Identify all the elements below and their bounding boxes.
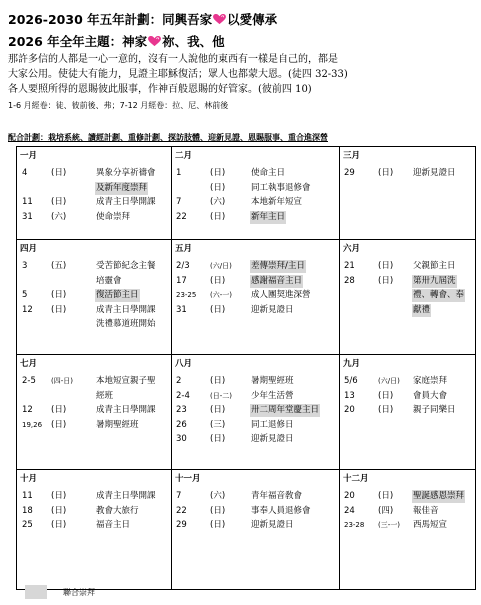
event-row bbox=[17, 318, 171, 331]
month-heading: 十一月 bbox=[175, 474, 201, 484]
event-row bbox=[172, 211, 339, 224]
event-row bbox=[17, 167, 171, 180]
event-row bbox=[172, 196, 339, 209]
event-title: 感謝福音主日 bbox=[251, 275, 303, 286]
theme-main: 2026 年全年主題：神家 bbox=[8, 34, 148, 49]
event-title: 受苦節紀念主餐 bbox=[96, 261, 156, 271]
event-weekday: (日-二) bbox=[210, 391, 232, 400]
page-title bbox=[8, 10, 277, 28]
event-title: 洗禮慕道班開始 bbox=[96, 319, 156, 329]
event-date: 31 bbox=[22, 211, 33, 222]
event-title: 使命崇拜 bbox=[96, 211, 131, 222]
event-row bbox=[172, 167, 339, 180]
event-date: 26 bbox=[176, 419, 187, 430]
event-date: 13 bbox=[344, 390, 355, 401]
heart-icon bbox=[213, 14, 226, 25]
event-date: 7 bbox=[176, 491, 182, 501]
event-row bbox=[340, 505, 475, 518]
event-date: 23 bbox=[176, 405, 187, 415]
event-weekday: (日) bbox=[51, 491, 67, 501]
month-heading: 九月 bbox=[343, 359, 361, 369]
event-title: 經班 bbox=[96, 390, 114, 401]
event-date: 19,26 bbox=[22, 420, 43, 429]
event-date: 29 bbox=[176, 520, 187, 530]
event-row bbox=[17, 196, 171, 209]
event-date: 29 bbox=[344, 168, 355, 178]
event-date: 1 bbox=[176, 168, 182, 178]
month-heading: 一月 bbox=[20, 151, 38, 161]
event-date: 30 bbox=[176, 434, 187, 444]
event-row bbox=[172, 404, 339, 417]
event-weekday: (日) bbox=[210, 520, 226, 530]
legend-label: 聯合崇拜 bbox=[63, 588, 95, 597]
month-heading: 四月 bbox=[20, 244, 38, 254]
theme-tail: 祢、我、他 bbox=[162, 34, 225, 49]
event-title: 迎新見證日 bbox=[251, 434, 294, 444]
event-title: 禮、轉會、奉 bbox=[413, 290, 465, 300]
month-heading: 八月 bbox=[175, 359, 193, 369]
event-date: 2-5 bbox=[22, 376, 36, 386]
event-title: 聖誕感恩崇拜 bbox=[413, 491, 465, 501]
event-date: 11 bbox=[22, 197, 33, 207]
verse-line: 各人要照所得的恩賜彼此服事，作神百般恩賜的好管家。(彼前四 10) bbox=[8, 84, 312, 95]
event-title: 成青主日學開課 bbox=[96, 197, 156, 207]
event-weekday: (日) bbox=[51, 505, 67, 516]
title-main: 2026-2030 年五年計劃：同興吾家 bbox=[8, 12, 213, 27]
event-row bbox=[340, 490, 475, 503]
event-row bbox=[17, 404, 171, 417]
event-title: 成青主日學開課 bbox=[96, 491, 156, 501]
month-cell bbox=[340, 470, 476, 590]
month-heading: 六月 bbox=[343, 244, 361, 254]
event-weekday: (日) bbox=[210, 405, 226, 415]
month-heading: 十二月 bbox=[343, 474, 369, 484]
event-row bbox=[17, 260, 171, 273]
theme-line bbox=[8, 32, 225, 50]
event-row bbox=[172, 390, 339, 403]
event-weekday: (六/日) bbox=[378, 377, 400, 385]
event-title: 福音主日 bbox=[96, 520, 131, 530]
event-date: 20 bbox=[344, 405, 355, 415]
event-title: 本地短宣親子聖 bbox=[96, 376, 156, 386]
event-title: 培靈會 bbox=[96, 275, 122, 286]
event-weekday: (日) bbox=[210, 304, 226, 315]
event-date: 23-25 bbox=[176, 291, 197, 299]
event-date: 18 bbox=[22, 505, 33, 516]
event-row bbox=[17, 304, 171, 317]
event-row bbox=[172, 275, 339, 288]
reading-plan: 1-6 月經卷：徒、彼前後、弗；7-12 月經卷：拉、尼、林前後 bbox=[8, 101, 229, 110]
event-weekday: (日) bbox=[51, 405, 67, 415]
calendar-grid bbox=[16, 146, 476, 590]
event-weekday: (日) bbox=[210, 182, 226, 193]
event-row bbox=[17, 275, 171, 288]
event-row bbox=[340, 167, 475, 180]
event-title: 事奉人員退修會 bbox=[251, 505, 311, 516]
event-weekday: (日) bbox=[378, 405, 394, 415]
event-title: 迎新見證日 bbox=[251, 520, 294, 530]
event-title: 成青主日學開課 bbox=[96, 405, 156, 415]
month-cell bbox=[172, 147, 340, 240]
event-date: 11 bbox=[22, 491, 33, 501]
month-cell bbox=[340, 355, 476, 470]
event-date: 2-4 bbox=[176, 390, 190, 401]
event-row bbox=[17, 289, 171, 302]
event-weekday: (六-一) bbox=[210, 291, 232, 299]
event-row bbox=[17, 505, 171, 518]
event-row bbox=[17, 490, 171, 503]
month-heading: 三月 bbox=[343, 151, 361, 161]
event-weekday: (日) bbox=[378, 261, 394, 271]
title-tail: 以愛傳承 bbox=[227, 12, 278, 27]
month-cell bbox=[340, 240, 476, 355]
event-title: 教會大旅行 bbox=[96, 505, 139, 516]
event-row bbox=[172, 260, 339, 273]
event-title: 迎新見證日 bbox=[413, 168, 456, 178]
event-weekday: (日) bbox=[51, 304, 67, 315]
event-weekday: (六) bbox=[210, 197, 226, 207]
event-title: 同工退修日 bbox=[251, 419, 294, 430]
event-weekday: (六) bbox=[51, 211, 67, 222]
event-date: 2/3 bbox=[176, 261, 190, 271]
event-weekday: (日) bbox=[210, 376, 226, 386]
event-row bbox=[17, 182, 171, 195]
event-date: 20 bbox=[344, 491, 355, 501]
event-row bbox=[172, 490, 339, 503]
event-title: 復活節主日 bbox=[96, 290, 139, 300]
event-title: 成青主日學開課 bbox=[96, 304, 156, 315]
event-row bbox=[340, 404, 475, 417]
event-title: 新年主日 bbox=[251, 211, 286, 222]
month-cell bbox=[17, 355, 172, 470]
event-weekday: (日) bbox=[210, 505, 226, 516]
event-date: 7 bbox=[176, 197, 182, 207]
month-heading: 五月 bbox=[175, 244, 193, 254]
event-title: 成人團契進深營 bbox=[251, 290, 311, 300]
event-row bbox=[17, 390, 171, 403]
event-title: 會員大會 bbox=[413, 390, 448, 401]
event-date: 17 bbox=[176, 275, 187, 286]
event-date: 5 bbox=[22, 290, 28, 300]
event-row bbox=[172, 304, 339, 317]
event-weekday: (日) bbox=[210, 168, 226, 178]
event-title: 報佳音 bbox=[413, 505, 439, 516]
event-title: 使命主日 bbox=[251, 168, 286, 178]
event-date: 3 bbox=[22, 261, 28, 271]
event-title: 暑期聖經班 bbox=[251, 376, 294, 386]
event-weekday: (日) bbox=[210, 275, 226, 286]
event-row bbox=[340, 390, 475, 403]
event-row bbox=[340, 260, 475, 273]
event-weekday: (日) bbox=[51, 419, 67, 430]
event-weekday: (日) bbox=[51, 520, 67, 530]
event-title: 獻禮 bbox=[413, 304, 431, 315]
scripture-verse bbox=[8, 52, 474, 97]
month-heading: 七月 bbox=[20, 359, 38, 369]
event-title: 親子同樂日 bbox=[413, 405, 456, 415]
month-cell bbox=[172, 355, 340, 470]
event-row bbox=[172, 375, 339, 388]
event-weekday: (六/日) bbox=[210, 262, 232, 270]
heart-icon bbox=[148, 36, 161, 47]
event-weekday: (三) bbox=[210, 419, 226, 430]
event-weekday: (日) bbox=[51, 168, 67, 178]
event-title: 西馬短宣 bbox=[413, 520, 448, 530]
event-weekday: (日) bbox=[210, 211, 226, 222]
event-row bbox=[340, 519, 475, 532]
event-row bbox=[17, 211, 171, 224]
event-date: 22 bbox=[176, 505, 187, 516]
event-weekday: (日) bbox=[378, 168, 394, 178]
event-weekday: (日) bbox=[210, 434, 226, 444]
event-date: 28 bbox=[344, 275, 355, 286]
event-title: 同工執事退修會 bbox=[251, 182, 311, 193]
month-heading: 十月 bbox=[20, 474, 38, 484]
legend-swatch bbox=[25, 585, 47, 599]
event-row bbox=[340, 289, 475, 302]
event-row bbox=[172, 519, 339, 532]
event-date: 23-28 bbox=[344, 521, 365, 529]
event-row bbox=[172, 419, 339, 432]
event-row bbox=[340, 375, 475, 388]
event-weekday: (日) bbox=[51, 290, 67, 300]
event-date: 21 bbox=[344, 261, 355, 271]
month-cell bbox=[172, 240, 340, 355]
event-weekday: (日) bbox=[51, 197, 67, 207]
event-title: 青年福音敎會 bbox=[251, 491, 303, 501]
event-date: 22 bbox=[176, 211, 187, 222]
month-cell bbox=[17, 240, 172, 355]
event-weekday: (四-日) bbox=[51, 377, 73, 385]
event-date: 24 bbox=[344, 505, 355, 516]
event-title: 異象分享祈禱會 bbox=[96, 168, 156, 178]
event-title: 父親節主日 bbox=[413, 261, 456, 271]
event-weekday: (日) bbox=[378, 390, 394, 401]
month-cell bbox=[172, 470, 340, 590]
event-row bbox=[172, 433, 339, 446]
event-title: 及新年度崇拜 bbox=[96, 182, 148, 193]
event-title: 第卅九屆洗 bbox=[413, 275, 456, 286]
event-date: 31 bbox=[176, 304, 187, 315]
event-row bbox=[172, 289, 339, 302]
event-title: 暑期聖經班 bbox=[96, 419, 139, 430]
event-date: 12 bbox=[22, 405, 33, 415]
event-title: 卅二周年堂慶主日 bbox=[251, 405, 320, 415]
event-title: 少年生活營 bbox=[251, 390, 294, 401]
event-row bbox=[17, 519, 171, 532]
event-weekday: (四) bbox=[378, 505, 394, 516]
cooperating-plans: 配合計劃：栽培系統、讀經計劃、重修計劃、探訪肢體、迎新見證、恩賜服事、重合進深營 bbox=[8, 133, 328, 142]
event-row bbox=[340, 304, 475, 317]
event-date: 5/6 bbox=[344, 376, 358, 386]
event-title: 差傳崇拜/主日 bbox=[251, 261, 305, 271]
event-weekday: (日) bbox=[378, 491, 394, 501]
event-row bbox=[172, 505, 339, 518]
event-row bbox=[340, 275, 475, 288]
event-weekday: (日) bbox=[378, 275, 394, 286]
event-weekday: (三-一) bbox=[378, 521, 400, 529]
month-cell bbox=[17, 147, 172, 240]
event-row bbox=[17, 419, 171, 432]
event-date: 2 bbox=[176, 376, 182, 386]
event-title: 本地新年短宣 bbox=[251, 197, 303, 207]
month-cell bbox=[17, 470, 172, 590]
month-cell bbox=[340, 147, 476, 240]
event-date: 12 bbox=[22, 304, 33, 315]
event-date: 4 bbox=[22, 168, 28, 178]
event-weekday: (五) bbox=[51, 261, 67, 271]
event-row bbox=[17, 375, 171, 388]
event-row bbox=[172, 182, 339, 195]
event-title: 家庭崇拜 bbox=[413, 376, 448, 386]
verse-line: 大家公用。使徒大有能力，見證主耶穌復活；眾人也都蒙大恩。(徒四 32-33) bbox=[8, 69, 348, 80]
event-date: 25 bbox=[22, 520, 33, 530]
event-weekday: (六) bbox=[210, 491, 226, 501]
event-title: 迎新見證日 bbox=[251, 304, 294, 315]
verse-line: 那許多信的人都是一心一意的，沒有一人說他的東西有一樣是自己的，都是 bbox=[8, 54, 338, 65]
month-heading: 二月 bbox=[175, 151, 193, 161]
